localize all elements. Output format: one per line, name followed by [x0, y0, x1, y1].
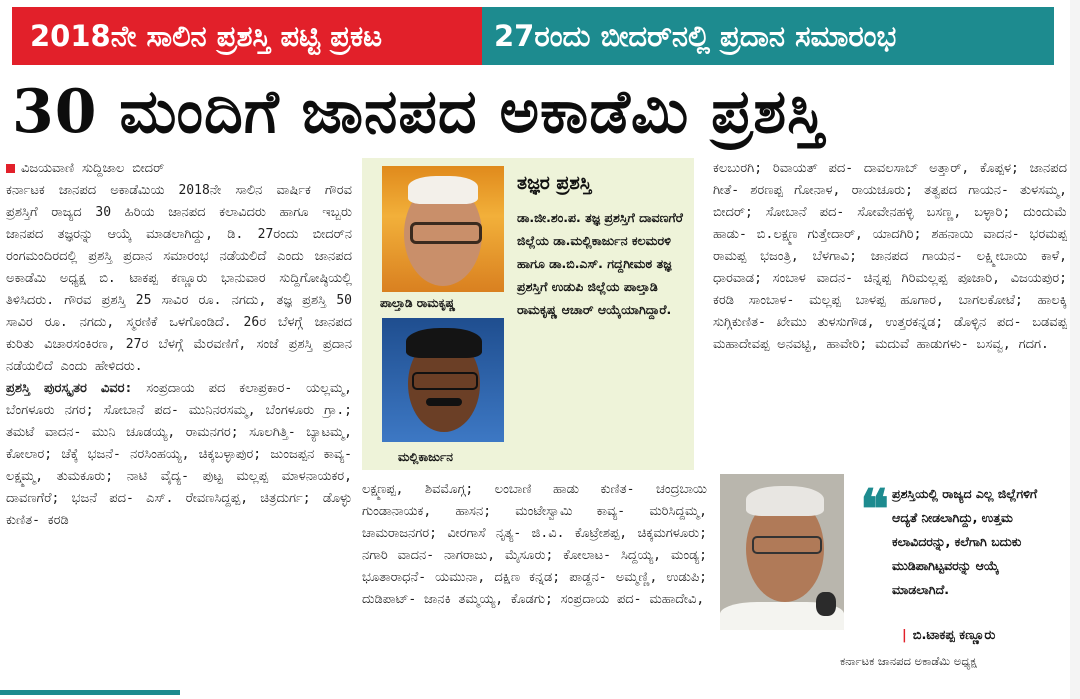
article-column-3: [713, 158, 1067, 464]
photo2-caption: ಮಲ್ಲಿಕಾರ್ಜುನ: [398, 450, 453, 464]
quote-author: [902, 628, 995, 643]
photo-mallikarjuna: [382, 318, 504, 442]
expert-box-title: ತಜ್ಞರ ಪ್ರಶಸ್ತಿ: [517, 172, 592, 194]
list-text-col3: ಕಲಬುರಗಿ; ರಿವಾಯತ್ ಪದ- ದಾವಲಸಾಬ್ ಅತ್ತಾರ್, ಕೊಪ್ಪಳ; ಜಾನಪದ ಗೀತೆ- ಶರಣಪ್ಪ ಗೋನಾಳ, ರಾಯಚೂರು; ತತ್ವಪದ ಗಾಯನ- ತುಳಸಮ್ಮ, ಬೀದರ್; ಸೋಬಾನೆ ಪದ- ಸೋವೇನಹಳ್ಳಿ ಬಸಣ್ಣ, ಬಳ್ಳಾರಿ; ದುಂದುಮೆ ಹಾಡು- ಬಿ.ಲಕ್ಷ್ಮಣ ಗುತ್ತೇದಾರ್, ಯಾದಗಿರಿ; ಶಹನಾಯಿ ವಾದನ- ಭರಮಪ್ಪ ರಾಮಪ್ಪ ಭಜಂತ್ರಿ, ಬೆಳಗಾವಿ; ಜಾನಪದ ಗಾಯನ- ಲಕ್ಷ್ಮೀಬಾಯಿ ಕಾಳೆ, ಧಾರವಾಡ; ಸಂಬಾಳ ವಾದನ- ಚಿನ್ನಪ್ಪ ಗಿರಿಮಲ್ಲಪ್ಪ ಪೂಜಾರಿ, ವಿಜಯಪುರ; ಕರಡಿ ಸಾಂಬಾಳ- ಮಲ್ಲಪ್ಪ ಬಾಳಪ್ಪ ಹೂಗಾರ, ಬಾಗಲಕೋಟೆ; ಹಾಲಕ್ಕಿ ಸುಗ್ಗಿಕುಣಿತ- ಖೇಮು ತುಳಸುಗೌಡ, ಉತ್ತರಕನ್ನಡ; ಡೊಳ್ಳಿನ ಪದ- ಬಡವಪ್ಪ ಮಹಾದೇವಪ್ಪ ಅನವಟ್ಟಿ, ಹಾವೇರಿ; ಮದುವೆ ಹಾಡುಗಳು- ಬಸವ್ವ, ಗದಗ.: [713, 161, 1067, 352]
headline: 30 ಮಂದಿಗೆ ಜಾನಪದ ಅಕಾಡೆಮಿ ಪ್ರಶಸ್ತಿ: [12, 77, 826, 147]
photo-takappa-kannur: [720, 474, 844, 630]
glasses-shape: [752, 536, 822, 554]
expert-box-text: ಡಾ.ಜೀ.ಶಂ.ಪ. ತಜ್ಞ ಪ್ರಶಸ್ತಿಗೆ ದಾವಣಗೆರೆ ಜಿಲ್ಲೆಯ ಡಾ.ಮಲ್ಲಿಕಾರ್ಜುನ ಕಲಮರಳಿ ಹಾಗೂ ಡಾ.ಬಿ.ಎಸ್. ಗದ್ದಗೀಮಠ ತಜ್ಞ ಪ್ರಶಸ್ತಿಗೆ ಉಡುಪಿ ಜಿಲ್ಲೆಯ ಪಾಲ್ತಾಡಿ ರಾಮಕೃಷ್ಣ ಆಚಾರ್ ಆಯ್ಕೆಯಾಗಿದ್ದಾರೆ.: [517, 210, 683, 317]
glasses-shape: [410, 222, 482, 244]
quote-author-name: ಬಿ.ಟಾಕಪ್ಪ ಕಣ್ಣೂರು: [912, 628, 996, 643]
pull-quote: [718, 470, 1064, 670]
glasses-shape: [412, 372, 478, 390]
microphone-shape: [816, 592, 836, 616]
quote-text: ಪ್ರಶಸ್ತಿಯಲ್ಲಿ ರಾಜ್ಯದ ಎಲ್ಲ ಜಿಲ್ಲೆಗಳಿಗೆ ಆದ್ಯತೆ ನೀಡಲಾಗಿದ್ದು, ಉತ್ತಮ ಕಲಾವಿದರನ್ನು, ಕಲೆಗಾಗಿ ಬದುಕು ಮುಡಿಪಾಗಿಟ್ಟವರನ್ನು ಆಯ್ಕೆ ಮಾಡಲಾಗಿದೆ.: [892, 486, 1038, 597]
article-column-1: [6, 158, 352, 678]
awardee-list-part1: [6, 378, 352, 532]
hair-shape: [408, 176, 478, 204]
article-column-2: [362, 479, 707, 674]
expert-award-box: [362, 158, 694, 470]
author-bar: |: [902, 628, 907, 643]
mustache-shape: [426, 398, 462, 406]
bottom-accent-line: [0, 690, 180, 695]
kicker-right: 27ರಂದು ಬೀದರ್‌ನಲ್ಲಿ ಪ್ರದಾನ ಸಮಾರಂಭ: [482, 7, 1054, 65]
list-text-col1: ಸಂಪ್ರದಾಯ ಪದ ಕಲಾಪ್ರಕಾರ- ಯಲ್ಲಮ್ಮ, ಬೆಂಗಳೂರು ನಗರ; ಸೋಬಾನೆ ಪದ- ಮುನಿನರಸಮ್ಮ, ಬೆಂಗಳೂರು ಗ್ರಾ.; ತಮಟೆ ವಾದನ- ಮುನಿ ಚೂಡಯ್ಯ, ರಾಮನಗರ; ಸೂಲಗಿತ್ತಿ- ಬ್ಯಾಟಮ್ಮ, ಕೋಲಾರ; ಚೆಕ್ಕೆ ಭಜನೆ- ನರಸಿಂಹಯ್ಯ, ಚಿಕ್ಕಬಳ್ಳಾಪುರ; ಜುಂಜಪ್ಪನ ಕಾವ್ಯ- ಲಕ್ಷ್ಮಮ್ಮ, ತುಮಕೂರು; ನಾಟಿ ವೈದ್ಯ- ಪುಟ್ಟ ಮಲ್ಲಪ್ಪ ಮಾಳನಾಯಕರ, ದಾವಣಗೆರೆ; ಭಜನೆ ಪದ- ಎಸ್. ರೇವಣಸಿದ್ದಪ್ಪ, ಚಿತ್ರದುರ್ಗ; ಡೊಳ್ಳು ಕುಣಿತ- ಕರಡಿ: [6, 381, 352, 528]
kicker-left: 2018ನೇ ಸಾಲಿನ ಪ್ರಶಸ್ತಿ ಪಟ್ಟಿ ಪ್ರಕಟ: [12, 7, 482, 65]
photo1-caption: ಪಾಲ್ತಾಡಿ ರಾಮಕೃಷ್ಣ: [380, 296, 456, 310]
hair-shape: [406, 328, 482, 358]
list-text-col2: ಲಕ್ಷ್ಮಣಪ್ಪ, ಶಿವಮೊಗ್ಗ; ಲಂಬಾಣಿ ಹಾಡು ಕುಣಿತ- ಚಂದ್ರಬಾಯಿ ಗುಂಡಾನಾಯಕ, ಹಾಸನ; ಮಂಟೇಸ್ವಾಮಿ ಕಾವ್ಯ- ಮರಿಸಿದ್ದಮ್ಮ, ಚಾಮರಾಜನಗರ; ವೀರಗಾಸೆ ನೃತ್ಯ- ಜಿ.ವಿ. ಕೊಟ್ರೇಶಪ್ಪ, ಚಿಕ್ಕಮಗಳೂರು; ನಗಾರಿ ವಾದನ- ನಾಗರಾಜು, ಮೈಸೂರು; ಕೋಲಾಟ- ಸಿದ್ದಯ್ಯ, ಮಂಡ್ಯ; ಭೂತಾರಾಧನೆ- ಯಮುನಾ, ದಕ್ಷಿಣ ಕನ್ನಡ; ಪಾಡ್ದನ- ಅಮ್ಮಣ್ಣಿ, ಉಡುಪಿ; ದುಡಿಪಾಟ್- ಜಾನಕಿ ತಮ್ಮಯ್ಯ, ಕೊಡಗು; ಸಂಪ್ರದಾಯ ಪದ- ಮಹಾದೇವಿ,: [362, 482, 707, 607]
byline: [6, 158, 352, 180]
photo-paltadi-ramakrishna: [382, 166, 504, 292]
quote-author-role: ಕರ್ನಾಟಕ ಜಾನಪದ ಅಕಾಡೆಮಿ ಅಧ್ಯಕ್ಷ: [840, 654, 977, 668]
article-intro: ಕರ್ನಾಟಕ ಜಾನಪದ ಅಕಾಡೆಮಿಯ 2018ನೇ ಸಾಲಿನ ವಾರ್ಷಿಕ ಗೌರವ ಪ್ರಶಸ್ತಿಗೆ ರಾಜ್ಯದ 30 ಹಿರಿಯ ಜಾನಪದ ಕಲಾವಿದರು ಹಾಗೂ ಇಬ್ಬರು ಜಾನಪದ ತಜ್ಞರನ್ನು ಆಯ್ಕೆ ಮಾಡಲಾಗಿದ್ದು, ಡಿ. 27ರಂದು ಬೀದರ್‌ನ ರಂಗಮಂದಿರದಲ್ಲಿ ಪ್ರಶಸ್ತಿ ಪ್ರದಾನ ಸಮಾರಂಭ ನಡೆಯಲಿದೆ ಎಂದು ಜಾನಪದ ಅಕಾಡೆಮಿ ಅಧ್ಯಕ್ಷ ಬಿ. ಟಾಕಪ್ಪ ಕಣ್ಣೂರು ಭಾನುವಾರ ಸುದ್ದಿಗೋಷ್ಠಿಯಲ್ಲಿ ತಿಳಿಸಿದರು. ಗೌರವ ಪ್ರಶಸ್ತಿ 25 ಸಾವಿರ ರೂ. ನಗದು, ತಜ್ಞ ಪ್ರಶಸ್ತಿ 50 ಸಾವಿರ ರೂ. ನಗದು, ಸ್ಮರಣಿಕೆ ಒಳಗೊಂಡಿದೆ. 26ರ ಬೆಳಗ್ಗೆ ಜಾನಪದ ಕುರಿತು ವಿಚಾರಸಂಕಿರಣ, 27ರ ಬೆಳಗ್ಗೆ ಮೆರವಣಿಗೆ, ಸಂಜೆ ಪ್ರಶಸ್ತಿ ಪ್ರದಾನ ನಡೆಯಲಿದೆ ಎಂದು ಹೇಳಿದರು.: [6, 183, 352, 374]
byline-marker: [6, 164, 15, 173]
byline-text: ವಿಜಯವಾಣಿ ಸುದ್ದಿಜಾಲ ಬೀದರ್: [21, 161, 165, 176]
quote-mark-icon: ❝: [860, 477, 890, 541]
hair-shape: [746, 486, 824, 516]
page-edge: [1070, 0, 1080, 699]
list-heading: ಪ್ರಶಸ್ತಿ ಪುರಸ್ಕೃತರ ವಿವರ:: [6, 381, 133, 396]
